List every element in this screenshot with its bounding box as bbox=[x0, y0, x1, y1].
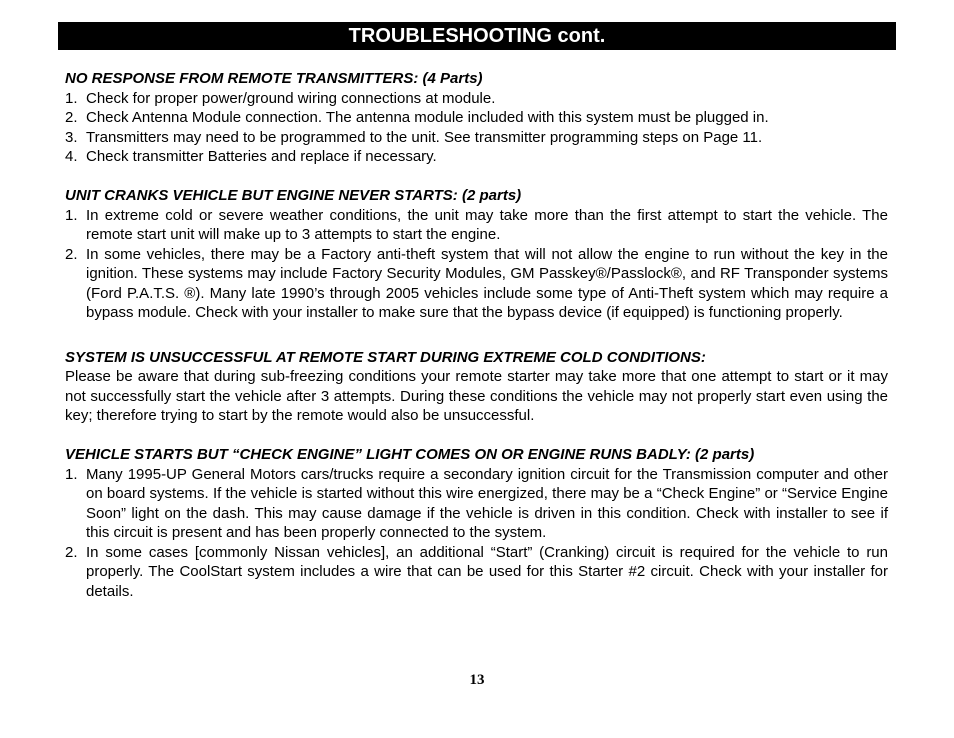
document-body bbox=[65, 69, 888, 601]
section-heading-check-engine: VEHICLE STARTS BUT “CHECK ENGINE” LIGHT COMES ON OR ENGINE RUNS BADLY: (2 parts) bbox=[65, 446, 755, 463]
list-item bbox=[65, 147, 888, 167]
list-item-text: Check transmitter Batteries and replace if necessary. bbox=[86, 148, 437, 165]
list-item-text: Check Antenna Module connection. The antenna module included with this system must be plugged in. bbox=[86, 109, 769, 126]
list-item bbox=[65, 543, 888, 602]
page-number: 13 bbox=[469, 672, 485, 688]
list-item-number: 1. bbox=[65, 465, 78, 483]
list-item-number: 1. bbox=[65, 89, 78, 107]
list-remote-transmitters bbox=[65, 89, 888, 167]
section-heading-remote-transmitters: NO RESPONSE FROM REMOTE TRANSMITTERS: (4 Parts) bbox=[65, 70, 483, 87]
list-item-text: Transmitters may need to be programmed to the unit. See transmitter programming steps on Page 11. bbox=[86, 128, 763, 146]
section-heading-engine-never-starts: UNIT CRANKS VEHICLE BUT ENGINE NEVER STARTS: (2 parts) bbox=[65, 187, 522, 204]
list-item-text: Many 1995-UP General Motors cars/trucks require a secondary ignition circuit for the Transmission computer and other on board systems. If the vehicle is started without this wire energized, there may be a “Check Engine” or “Service Engine Soon” light on the dash. This may cause damage if the vehicle is driven in this condition. Check with installer to see if this circuit is present and has been properly connected to the system. bbox=[86, 465, 888, 541]
list-item-number: 2. bbox=[65, 109, 78, 126]
list-item-number: 4. bbox=[65, 148, 78, 165]
list-item-number: 1. bbox=[65, 206, 78, 224]
section-spacer bbox=[65, 426, 888, 446]
list-engine-never-starts bbox=[65, 206, 888, 323]
list-item bbox=[65, 465, 888, 543]
paragraph-extreme-cold: Please be aware that during sub-freezing conditions your remote starter may take more that one attempt to start or it may not successfully start the vehicle after 3 attempts. During these conditions the vehicle may not properly start even using the key; therefore trying to start by the remote would also be unsuccessful. bbox=[65, 368, 888, 424]
page-title: TROUBLESHOOTING cont. bbox=[58, 22, 896, 50]
list-item bbox=[65, 206, 888, 245]
section-spacer bbox=[65, 323, 888, 348]
section-heading-extreme-cold: SYSTEM IS UNSUCCESSFUL AT REMOTE START DURING EXTREME COLD CONDITIONS: bbox=[65, 348, 706, 366]
section-spacer bbox=[65, 167, 888, 187]
list-item-text: In some vehicles, there may be a Factory anti-theft system that will not allow the engine to run without the key in the ignition. These systems may include Factory Security Modules, GM Passkey®/Passlock®, and RF Transponder systems (Ford P.A.T.S. ®). Many late 1990’s through 2005 vehicles include some type of Anti-Theft system which may require a bypass module. Check with your installer to make sure that the bypass device (if equipped) is functioning properly. bbox=[86, 245, 888, 321]
list-item bbox=[65, 89, 888, 109]
list-item-text: In some cases [commonly Nissan vehicles], an additional “Start” (Cranking) circuit is required for the vehicle to run properly. The CoolStart system includes a wire that can be used for this Starter #2 circuit. Check with your installer for details. bbox=[86, 543, 888, 600]
list-item-number: 3. bbox=[65, 128, 78, 146]
list-item-number: 2. bbox=[65, 245, 78, 263]
list-item bbox=[65, 128, 888, 148]
list-item-text: In extreme cold or severe weather conditions, the unit may take more than the first attempt to start the vehicle. The remote start unit will make up to 3 attempts to start the engine. bbox=[86, 206, 888, 243]
list-item-number: 2. bbox=[65, 543, 78, 561]
list-item bbox=[65, 108, 888, 128]
list-item-text: Check for proper power/ground wiring connections at module. bbox=[86, 89, 496, 107]
list-check-engine bbox=[65, 465, 888, 602]
list-item bbox=[65, 245, 888, 323]
